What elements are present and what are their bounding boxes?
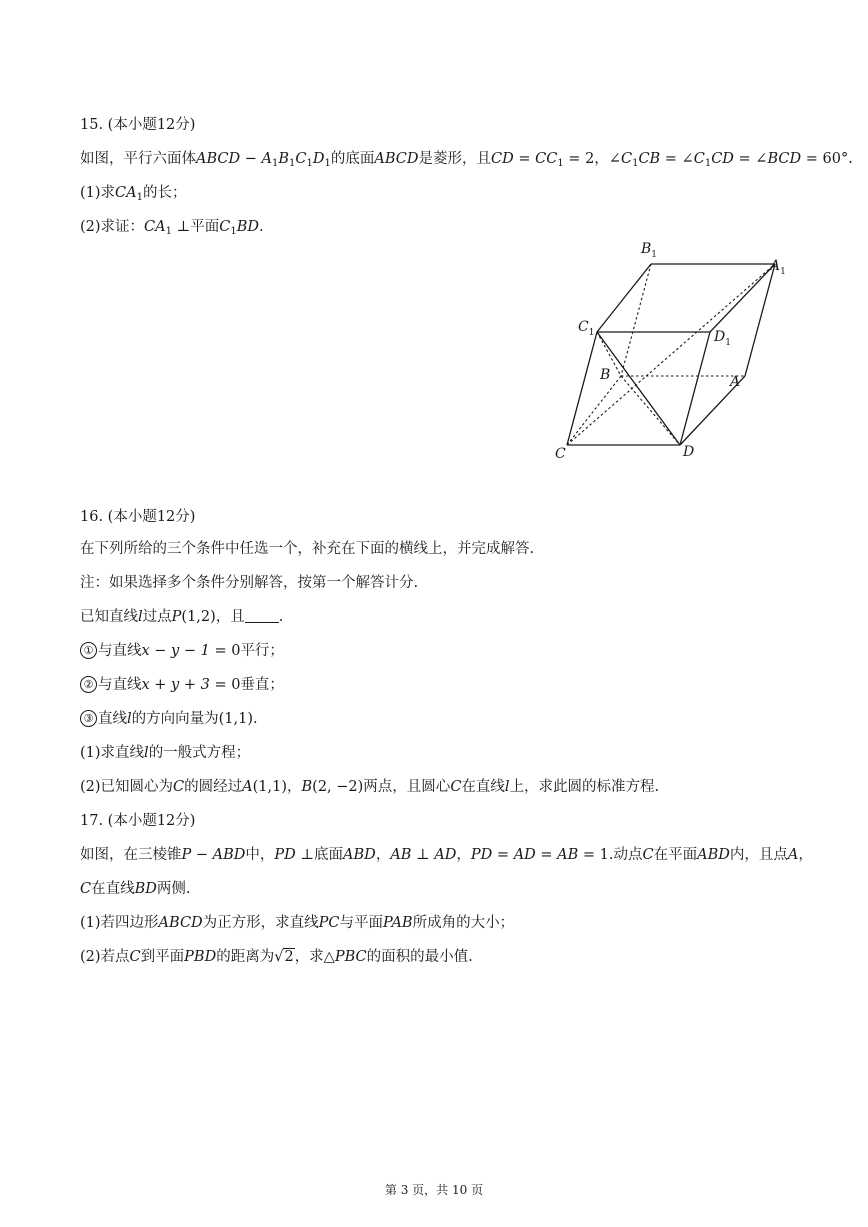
edge-C1-B1: [597, 264, 651, 332]
q17-part1: (1)若四边形ABCD为正方形，求直线PC与平面PAB所成角的大小；: [80, 915, 515, 931]
hidden-B-D: [621, 376, 680, 445]
page-footer: 第 3 页，共 10 页: [384, 1183, 484, 1197]
q16-part1: (1)求直线l的一般式方程；: [80, 745, 251, 761]
edge-C1-D: [597, 332, 680, 445]
q16-premise: 已知直线l过点P(1,2)，且 .: [80, 609, 284, 625]
q15-part2: (2)求证：$CA_1$ ⊥平面$C_1BD$.: [80, 219, 264, 237]
parallelepiped-figure: [548, 232, 808, 468]
edge-D1-D: [680, 332, 710, 445]
hidden-B-C: [567, 376, 621, 445]
q17-header: 17. (本小题12分): [80, 813, 196, 829]
q15-statement: 如图，平行六面体ABCD − $A_1B_1C_1D_1$的底面ABCD是菱形，且CD = $CC_1 = 2$，$\angle C_1CB$ = $\angle C_1CD$ = ∠BCD = 60°.: [80, 151, 853, 169]
label-D1: $D_1$: [714, 329, 731, 348]
label-D: D: [683, 444, 695, 460]
hidden-B1-B: [621, 264, 651, 376]
label-C: C: [555, 446, 566, 462]
q16-condition-3: ③ 直线l的方向向量为(1,1).: [80, 709, 258, 729]
edge-A1-A: [745, 264, 775, 376]
q16-header: 16. (本小题12分): [80, 509, 196, 525]
q15-header: 15. (本小题12分): [80, 117, 196, 133]
label-C1: $C_1$: [578, 319, 595, 338]
label-B: B: [600, 367, 611, 383]
hidden-C-A1: [567, 264, 775, 445]
q17-statement-line1: 如图，在三棱锥P − ABD中，PD ⊥底面ABD，AB ⊥ AD，PD = AD = AB = 1.动点C在平面ABD内，且点A，: [80, 847, 813, 863]
label-A1: $A_1$: [770, 258, 786, 277]
q16-condition-1: ① 与直线x − y − 1 = 0平行；: [80, 641, 284, 661]
q15-part1: (1)求$CA_1$的长；: [80, 185, 187, 203]
label-B1: $B_1$: [641, 241, 658, 260]
q16-part2: (2)已知圆心为C的圆经过A(1,1)，B(2, −2)两点，且圆心C在直线l上，求此圆的标准方程.: [80, 779, 660, 795]
q17-part2: (2)若点C到平面PBD的距离为√2，求△PBC的面积的最小值.: [80, 949, 473, 965]
label-A: A: [730, 374, 741, 390]
q17-statement-line2: C在直线BD两侧.: [80, 881, 191, 897]
q16-note: 注：如果选择多个条件分别解答，按第一个解答计分.: [80, 575, 419, 591]
q16-condition-2: ② 与直线x + y + 3 = 0垂直；: [80, 675, 284, 695]
edge-C1-C: [567, 332, 597, 445]
q16-instruction: 在下列所给的三个条件中任选一个，补充在下面的横线上，并完成解答.: [80, 541, 535, 557]
fill-in-blank: [245, 608, 279, 623]
sqrt-expression: √2: [274, 949, 294, 965]
